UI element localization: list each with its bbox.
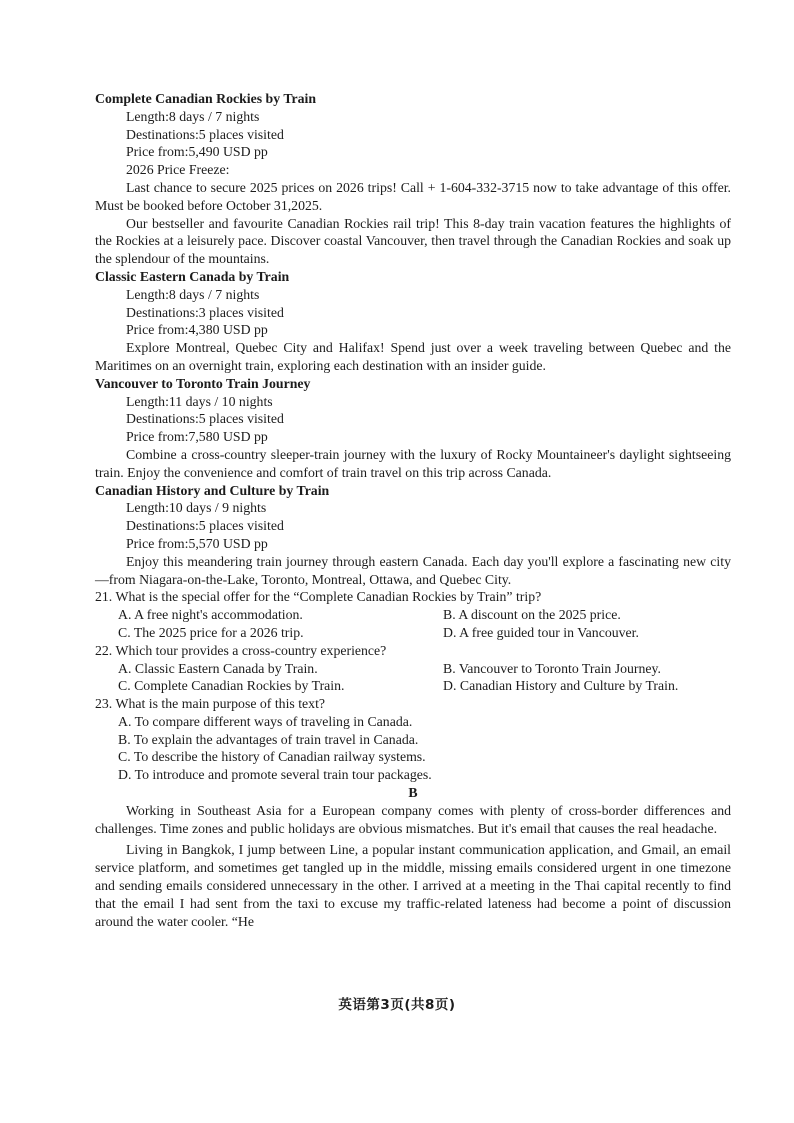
tour-paragraph: Explore Montreal, Quebec City and Halifax! Spend just over a week traveling between Quebec and the Maritimes on an overnight train, exploring each destination with an insider guide. (95, 340, 731, 373)
option-d[interactable]: D. To introduce and promote several train tour packages. (118, 767, 432, 783)
tour-length: Length:11 days / 10 nights (126, 393, 273, 409)
option-a[interactable]: A. A free night's accommodation. (118, 607, 303, 623)
option-b[interactable]: B. Vancouver to Toronto Train Journey. (443, 660, 661, 676)
option-b[interactable]: B. A discount on the 2025 price. (443, 607, 621, 623)
option-c[interactable]: C. To describe the history of Canadian railway systems. (118, 749, 426, 765)
option-a[interactable]: A. Classic Eastern Canada by Train. (118, 660, 318, 676)
option-a[interactable]: A. To compare different ways of traveling in Canada. (118, 713, 413, 729)
tour-title: Complete Canadian Rockies by Train (95, 91, 317, 106)
section-b (95, 784, 731, 930)
tour-length: Length:10 days / 9 nights (126, 500, 267, 516)
tour-3 (95, 375, 731, 482)
tour-price: Price from:4,380 USD pp (126, 322, 268, 338)
question-stem: 22. Which tour provides a cross-country experience? (95, 642, 387, 658)
option-c[interactable]: C. Complete Canadian Rockies by Train. (118, 678, 345, 694)
tour-1 (95, 90, 731, 268)
option-d[interactable]: D. A free guided tour in Vancouver. (443, 624, 639, 640)
question-stem: 21. What is the special offer for the “Complete Canadian Rockies by Train” trip? (95, 589, 542, 605)
passage-paragraph: Working in Southeast Asia for a European company comes with plenty of cross-border differences and challenges. Time zones and public holidays are obvious mismatches. But it's email that causes the real headache. (95, 802, 731, 836)
question-21 (95, 588, 731, 641)
page-footer: 英语第3页(共8页) (338, 997, 456, 1013)
tour-paragraph: Last chance to secure 2025 prices on 2026 trips! Call + 1-604-332-3715 now to take advantage of this offer. Must be booked before October 31,2025. (95, 179, 731, 213)
tour-destinations: Destinations:5 places visited (126, 411, 284, 427)
option-grid (118, 660, 731, 696)
tour-destinations: Destinations:5 places visited (126, 126, 284, 142)
question-23 (95, 695, 731, 784)
tour-4 (95, 482, 731, 589)
tour-length: Length:8 days / 7 nights (126, 286, 260, 302)
tour-destinations: Destinations:5 places visited (126, 518, 284, 534)
tour-paragraph: Enjoy this meandering train journey through eastern Canada. Each day you'll explore a fascinating new city—from Niagara-on-the-Lake, Toronto, Montreal, Ottawa, and Quebec City. (95, 553, 731, 587)
question-22 (95, 642, 731, 695)
option-d[interactable]: D. Canadian History and Culture by Train. (443, 678, 679, 694)
tour-title: Canadian History and Culture by Train (95, 482, 330, 498)
content (95, 90, 731, 930)
tour-length: Length:8 days / 7 nights (126, 108, 260, 124)
option-b[interactable]: B. To explain the advantages of train travel in Canada. (118, 731, 419, 747)
tour-destinations: Destinations:3 places visited (126, 304, 284, 320)
option-grid (118, 606, 731, 642)
tour-price: Price from:5,570 USD pp (126, 535, 268, 551)
tour-price: Price from:5,490 USD pp (126, 144, 268, 160)
tour-extra: 2026 Price Freeze: (126, 162, 230, 178)
tour-paragraph: Our bestseller and favourite Canadian Rockies rail trip! This 8-day train vacation features the highlights of the Rockies at a leisurely pace. Discover coastal Vancouver, then travel through the Canadian Rockies and soak up the splendour of the mountains. (95, 215, 731, 267)
tour-title: Classic Eastern Canada by Train (95, 268, 290, 284)
passage-paragraph: Living in Bangkok, I jump between Line, a popular instant communication application, and Gmail, an email service platform, and sometimes get tangled up in the middle, missing emails considered urgent in one timezone and sending emails considered unnecessary in the other. I arrived at a meeting in the Thai capital recently to find that the email I had sent from the taxi to excuse my traffic-related lateness had become a point of discussion around the water cooler. “He (95, 842, 731, 929)
option-c[interactable]: C. The 2025 price for a 2026 trip. (118, 624, 304, 640)
tour-price: Price from:7,580 USD pp (126, 429, 268, 445)
question-stem: 23. What is the main purpose of this text? (95, 696, 326, 712)
tour-2 (95, 268, 731, 375)
tour-paragraph: Combine a cross-country sleeper-train journey with the luxury of Rocky Mountaineer's daylight sightseeing train. Enjoy the convenience and comfort of train travel on this trip across Canada. (95, 446, 731, 480)
tour-title: Vancouver to Toronto Train Journey (95, 375, 311, 391)
section-heading: B (408, 785, 418, 801)
